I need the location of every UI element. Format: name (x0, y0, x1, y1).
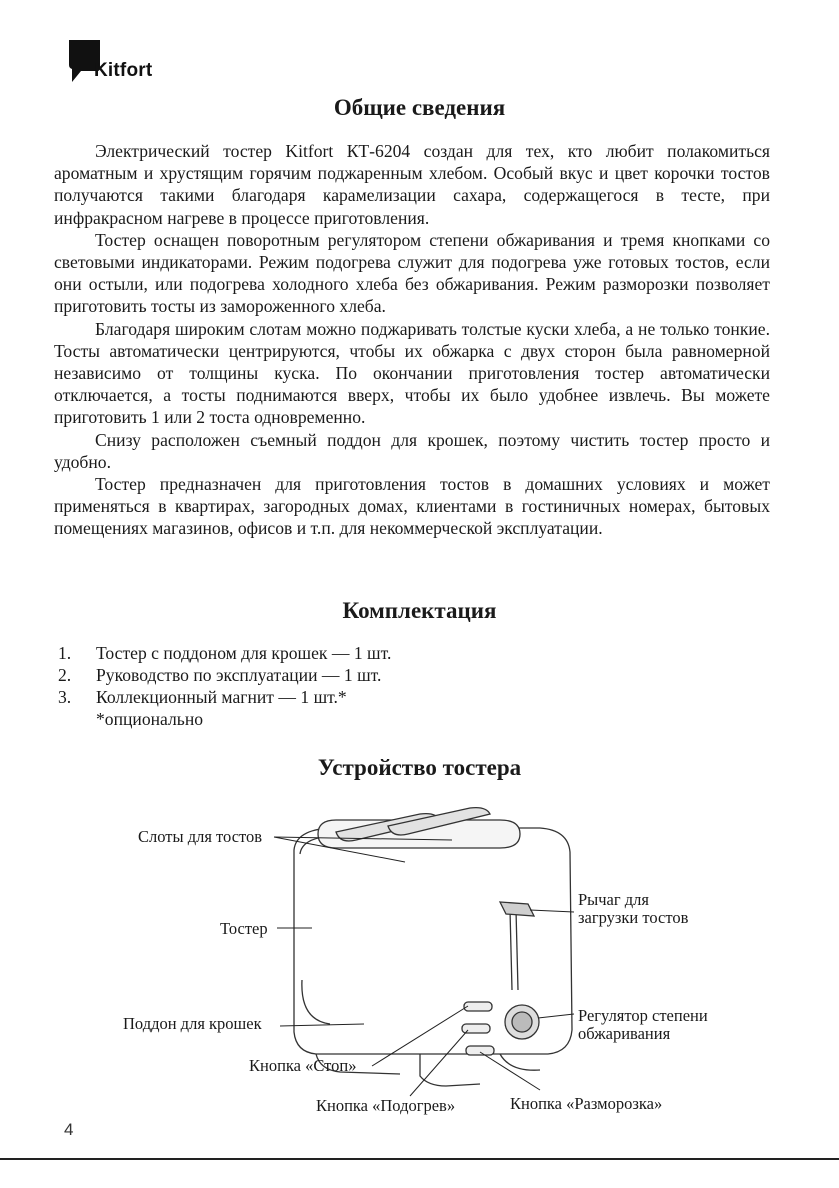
general-body (54, 140, 770, 540)
kit-item-number: 2. (58, 665, 72, 686)
label-stop-button: Кнопка «Стоп» (249, 1056, 357, 1075)
general-paragraph: Тостер предназначен для приготовления тостов в домашних условиях и может применяться в квартирах, загородных домах, клиентами в гостиничных номерах, бытовых помещениях магазинов, офисов и т.п. для некоммерческой эксплуатации. (54, 474, 770, 539)
kit-item (58, 642, 658, 664)
kit-item-text: Тостер с поддоном для крошек — 1 шт. (96, 643, 392, 663)
general-title: Общие сведения (333, 95, 506, 120)
kit-item-text: Руководство по эксплуатации — 1 шт. (96, 665, 382, 686)
kit-note: *опционально (96, 709, 204, 729)
kit-list (58, 642, 658, 709)
label-toaster: Тостер (220, 919, 268, 938)
label-defrost-button: Кнопка «Разморозка» (510, 1094, 663, 1113)
general-paragraph: Тостер оснащен поворотным регулятором степени обжаривания и тремя кнопками со световыми индикаторами. Режим подогрева служит для подогрева уже готовых тостов, если они остыли, или подогрева холодного хлеба без обжаривания. Режим разморозки позволяет приготовить тосты из замороженного хлеба. (54, 229, 770, 317)
brand-logo (67, 38, 177, 88)
kit-item-number: 1. (58, 643, 72, 663)
label-regulator-line1: Регулятор степени (578, 1006, 708, 1025)
general-paragraph: Благодаря широким слотам можно поджаривать толстые куски хлеба, а не только тонкие. Тосты автоматически центрируются, чтобы их обжарка с двух сторон была равномерной независимо от толщины куска. По окончании приготовления тостер автоматически отключается, а тосты поднимаются вверх, чтобы их было удобнее извлечь. Вы можете приготовить 1 или 2 тоста одновременно. (54, 318, 770, 428)
device-title: Устройство тостера (317, 755, 522, 780)
label-crumb-tray: Поддон для крошек (123, 1014, 262, 1033)
kit-item (58, 664, 658, 686)
general-paragraph: Электрический тостер Kitfort КТ-6204 создан для тех, кто любит полакомиться ароматным и хрустящим горячим поджаренным хлебом. Особый вкус и цвет корочки тостов получаются такими благодаря карамелизации сахара, содержащегося в тесте, при инфракрасном нагреве в процессе приготовления. (54, 141, 770, 228)
label-regulator-line2: обжаривания (578, 1024, 671, 1043)
page-divider (0, 1158, 839, 1160)
brand-name: Kitfort (94, 60, 153, 81)
toaster-illustration (0, 790, 839, 1130)
page-number: 4 (64, 1120, 74, 1139)
toaster-diagram (0, 790, 839, 1130)
kit-title: Комплектация (342, 598, 497, 623)
label-reheat-button: Кнопка «Подогрев» (316, 1096, 456, 1115)
general-paragraph: Снизу расположен съемный поддон для крошек, поэтому чистить тостер просто и удобно. (54, 429, 770, 472)
label-slots: Слоты для тостов (138, 827, 263, 846)
kit-item-text: Коллекционный магнит — 1 шт.* (96, 687, 347, 708)
kit-item (58, 686, 658, 708)
label-lever-line1: Рычаг для (578, 890, 649, 909)
kit-item-number: 3. (58, 687, 72, 708)
label-lever-line2: загрузки тостов (578, 908, 689, 927)
